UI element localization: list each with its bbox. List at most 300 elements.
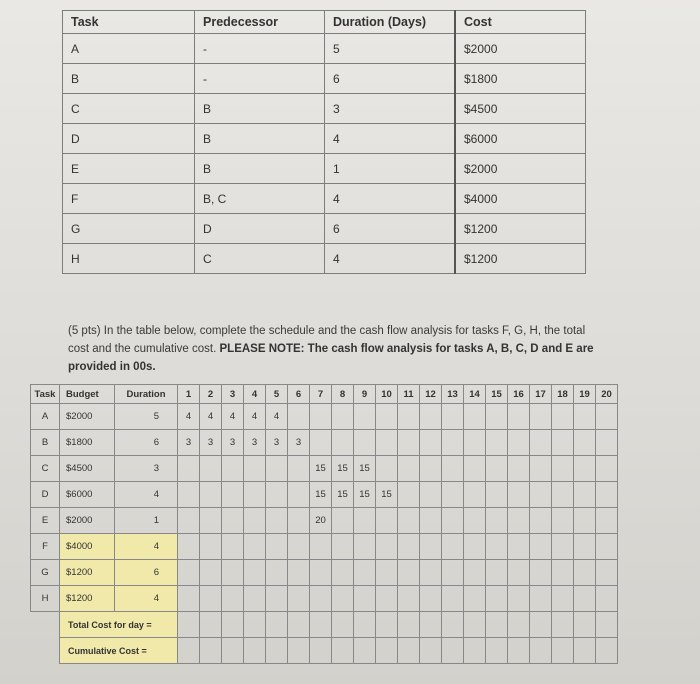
task-cell: A (63, 34, 195, 64)
task-info-row (63, 184, 586, 214)
day-cell[interactable] (398, 560, 420, 586)
schedule-header-task: Task (31, 385, 60, 404)
day-cell[interactable] (530, 560, 552, 586)
day-cell[interactable] (332, 638, 354, 664)
day-cell[interactable] (376, 586, 398, 612)
schedule-budget-cell: $1800 (60, 430, 115, 456)
day-cell[interactable] (398, 612, 420, 638)
day-cell[interactable] (266, 456, 288, 482)
day-cell[interactable] (266, 482, 288, 508)
task-info-row (63, 244, 586, 274)
day-cell[interactable] (508, 456, 530, 482)
day-cell[interactable] (486, 404, 508, 430)
day-cell[interactable] (266, 534, 288, 560)
day-cell[interactable] (354, 534, 376, 560)
schedule-duration-value: 4 (153, 541, 159, 552)
day-cell[interactable] (464, 534, 486, 560)
day-cell[interactable] (486, 586, 508, 612)
day-cell[interactable] (222, 456, 244, 482)
day-cell[interactable] (596, 456, 618, 482)
task-cell: F (63, 184, 195, 214)
day-cell[interactable] (354, 586, 376, 612)
day-cell[interactable] (552, 456, 574, 482)
day-cell[interactable] (464, 482, 486, 508)
day-cell[interactable]: 3 (288, 430, 310, 456)
day-cell[interactable] (332, 560, 354, 586)
day-cell[interactable] (574, 612, 596, 638)
day-cell[interactable] (398, 430, 420, 456)
day-cell[interactable] (354, 508, 376, 534)
day-cell[interactable] (596, 560, 618, 586)
schedule-header-budget: Budget (60, 385, 115, 404)
day-cell[interactable] (574, 430, 596, 456)
day-cell[interactable] (442, 560, 464, 586)
day-cell[interactable] (266, 638, 288, 664)
day-cell[interactable] (288, 456, 310, 482)
day-cell[interactable] (596, 638, 618, 664)
day-cell[interactable] (574, 482, 596, 508)
day-cell[interactable]: 15 (354, 456, 376, 482)
predecessor-cell: B (195, 124, 325, 154)
day-header-4: 4 (244, 385, 266, 404)
day-cell[interactable] (244, 638, 266, 664)
day-cell[interactable] (200, 586, 222, 612)
day-cell[interactable] (222, 508, 244, 534)
day-cell[interactable] (574, 508, 596, 534)
day-cell[interactable] (354, 612, 376, 638)
duration-cell: 4 (325, 124, 456, 154)
cost-cell: $2000 (455, 154, 586, 184)
predecessor-cell: - (195, 34, 325, 64)
day-cell[interactable] (244, 612, 266, 638)
cost-cell: $1200 (455, 214, 586, 244)
task-cell: E (63, 154, 195, 184)
day-cell[interactable] (508, 430, 530, 456)
day-cell[interactable] (200, 560, 222, 586)
day-cell[interactable] (222, 534, 244, 560)
day-cell[interactable]: 15 (310, 482, 332, 508)
task-info-row (63, 34, 586, 64)
duration-cell: 3 (325, 94, 456, 124)
schedule-budget-cell: $4000 (60, 534, 115, 560)
day-header-8: 8 (332, 385, 354, 404)
cost-cell: $2000 (455, 34, 586, 64)
schedule-duration-cell (115, 456, 178, 482)
header-duration: Duration (Days) (325, 11, 456, 34)
day-cell[interactable] (464, 560, 486, 586)
predecessor-cell: D (195, 214, 325, 244)
day-cell[interactable] (310, 638, 332, 664)
task-info-row (63, 214, 586, 244)
prompt-text: (5 pts) In the table below, complete the schedule and the cash flow analysis for tasks F, G, H, the total cost and the cumulative cost. (68, 325, 586, 355)
task-info-row (63, 154, 586, 184)
header-cost: Cost (455, 11, 586, 34)
day-cell[interactable] (288, 404, 310, 430)
day-cell[interactable] (530, 404, 552, 430)
cost-cell: $1200 (455, 244, 586, 274)
day-cell[interactable] (310, 404, 332, 430)
schedule-duration-cell (115, 560, 178, 586)
day-cell[interactable]: 4 (178, 404, 200, 430)
day-cell[interactable] (508, 534, 530, 560)
schedule-duration-value: 6 (153, 437, 159, 448)
day-cell[interactable] (464, 404, 486, 430)
day-cell[interactable] (376, 612, 398, 638)
day-cell[interactable] (288, 508, 310, 534)
day-cell[interactable] (420, 404, 442, 430)
task-cell: D (63, 124, 195, 154)
day-cell[interactable] (552, 534, 574, 560)
prompt-note: PLEASE NOTE: The cash flow analysis for tasks A, B, C, D and E are provided in 00s. (68, 343, 594, 373)
day-cell[interactable]: 3 (244, 430, 266, 456)
day-cell[interactable] (200, 534, 222, 560)
day-cell[interactable] (332, 404, 354, 430)
day-cell[interactable] (442, 508, 464, 534)
day-header-12: 12 (420, 385, 442, 404)
day-cell[interactable] (398, 586, 420, 612)
day-cell[interactable] (508, 482, 530, 508)
day-cell[interactable]: 20 (310, 508, 332, 534)
day-cell[interactable] (486, 456, 508, 482)
day-cell[interactable] (596, 482, 618, 508)
day-cell[interactable] (464, 586, 486, 612)
day-cell[interactable] (574, 534, 596, 560)
day-cell[interactable] (376, 430, 398, 456)
day-cell[interactable] (398, 638, 420, 664)
day-cell[interactable] (178, 560, 200, 586)
day-cell[interactable]: 3 (266, 430, 288, 456)
day-cell[interactable] (574, 560, 596, 586)
day-cell[interactable]: 3 (222, 430, 244, 456)
empty-cell (31, 612, 60, 638)
day-cell[interactable] (332, 508, 354, 534)
day-cell[interactable] (398, 534, 420, 560)
day-cell[interactable] (486, 612, 508, 638)
day-cell[interactable] (486, 560, 508, 586)
day-cell[interactable] (464, 456, 486, 482)
day-cell[interactable] (376, 560, 398, 586)
day-cell[interactable] (310, 586, 332, 612)
day-cell[interactable] (596, 430, 618, 456)
day-cell[interactable] (266, 508, 288, 534)
schedule-duration-cell (115, 508, 178, 534)
day-cell[interactable] (354, 560, 376, 586)
schedule-task-cell: F (31, 534, 60, 560)
schedule-row (31, 430, 618, 456)
day-cell[interactable] (596, 508, 618, 534)
cost-cell: $6000 (455, 124, 586, 154)
day-cell[interactable] (530, 508, 552, 534)
day-cell[interactable] (596, 586, 618, 612)
day-cell[interactable] (530, 482, 552, 508)
day-cell[interactable]: 15 (310, 456, 332, 482)
day-cell[interactable] (420, 456, 442, 482)
duration-cell: 6 (325, 64, 456, 94)
day-cell[interactable]: 15 (332, 482, 354, 508)
cash-flow-schedule-table (30, 384, 618, 664)
day-header-20: 20 (596, 385, 618, 404)
day-cell[interactable] (530, 612, 552, 638)
task-cell: B (63, 64, 195, 94)
task-info-header-row (63, 11, 586, 34)
day-cell[interactable] (508, 586, 530, 612)
day-cell[interactable] (266, 612, 288, 638)
day-cell[interactable] (486, 508, 508, 534)
day-cell[interactable] (596, 404, 618, 430)
day-cell[interactable] (508, 404, 530, 430)
day-cell[interactable] (200, 456, 222, 482)
day-cell[interactable]: 4 (200, 404, 222, 430)
day-cell[interactable] (420, 430, 442, 456)
schedule-duration-cell (115, 534, 178, 560)
day-cell[interactable] (552, 638, 574, 664)
day-cell[interactable] (244, 482, 266, 508)
day-cell[interactable] (486, 482, 508, 508)
day-cell[interactable] (376, 456, 398, 482)
day-cell[interactable] (420, 482, 442, 508)
day-cell[interactable] (552, 586, 574, 612)
day-cell[interactable] (222, 612, 244, 638)
day-cell[interactable]: 4 (222, 404, 244, 430)
day-cell[interactable] (420, 586, 442, 612)
total-cost-label: Total Cost for day = (60, 612, 178, 638)
day-cell[interactable] (178, 612, 200, 638)
day-cell[interactable] (552, 430, 574, 456)
schedule-row (31, 456, 618, 482)
schedule-duration-value: 4 (153, 489, 159, 500)
task-info-row (63, 124, 586, 154)
day-cell[interactable] (222, 638, 244, 664)
day-header-5: 5 (266, 385, 288, 404)
day-cell[interactable] (376, 534, 398, 560)
day-cell[interactable] (530, 534, 552, 560)
day-cell[interactable] (442, 534, 464, 560)
day-cell[interactable] (530, 456, 552, 482)
day-cell[interactable] (310, 534, 332, 560)
predecessor-cell: - (195, 64, 325, 94)
header-predecessor: Predecessor (195, 11, 325, 34)
day-cell[interactable] (442, 482, 464, 508)
day-cell[interactable] (552, 560, 574, 586)
day-cell[interactable] (596, 534, 618, 560)
cumulative-cost-row (31, 638, 618, 664)
day-cell[interactable] (486, 534, 508, 560)
day-cell[interactable] (442, 612, 464, 638)
day-cell[interactable] (354, 638, 376, 664)
day-cell[interactable] (508, 638, 530, 664)
day-header-14: 14 (464, 385, 486, 404)
day-header-13: 13 (442, 385, 464, 404)
schedule-budget-cell: $2000 (60, 404, 115, 430)
day-cell[interactable] (420, 560, 442, 586)
day-header-9: 9 (354, 385, 376, 404)
day-cell[interactable] (442, 456, 464, 482)
day-cell[interactable] (420, 534, 442, 560)
day-cell[interactable] (332, 430, 354, 456)
empty-cell (31, 638, 60, 664)
day-cell[interactable] (332, 612, 354, 638)
day-header-6: 6 (288, 385, 310, 404)
day-cell[interactable] (574, 586, 596, 612)
day-cell[interactable] (574, 456, 596, 482)
day-cell[interactable] (530, 638, 552, 664)
day-cell[interactable] (288, 534, 310, 560)
schedule-row (31, 560, 618, 586)
day-cell[interactable] (530, 586, 552, 612)
day-header-7: 7 (310, 385, 332, 404)
day-cell[interactable] (200, 612, 222, 638)
day-cell[interactable] (574, 638, 596, 664)
day-cell[interactable] (508, 508, 530, 534)
task-cell: C (63, 94, 195, 124)
day-cell[interactable]: 3 (200, 430, 222, 456)
predecessor-cell: C (195, 244, 325, 274)
day-cell[interactable] (222, 482, 244, 508)
day-cell[interactable] (464, 430, 486, 456)
day-cell[interactable] (486, 638, 508, 664)
schedule-duration-value: 1 (153, 515, 159, 526)
day-cell[interactable] (266, 586, 288, 612)
cost-cell: $1800 (455, 64, 586, 94)
schedule-duration-cell (115, 404, 178, 430)
day-cell[interactable] (200, 482, 222, 508)
day-cell[interactable] (552, 482, 574, 508)
day-cell[interactable] (464, 638, 486, 664)
day-cell[interactable] (398, 508, 420, 534)
day-cell[interactable] (442, 430, 464, 456)
day-cell[interactable] (244, 560, 266, 586)
day-cell[interactable] (552, 404, 574, 430)
schedule-task-cell: B (31, 430, 60, 456)
day-cell[interactable] (178, 586, 200, 612)
schedule-duration-cell (115, 482, 178, 508)
schedule-budget-cell: $1200 (60, 586, 115, 612)
duration-cell: 6 (325, 214, 456, 244)
schedule-duration-value: 6 (153, 567, 159, 578)
schedule-duration-cell (115, 430, 178, 456)
day-cell[interactable] (222, 560, 244, 586)
day-cell[interactable] (486, 430, 508, 456)
day-cell[interactable] (354, 430, 376, 456)
schedule-duration-value: 3 (153, 463, 159, 474)
schedule-task-cell: G (31, 560, 60, 586)
day-header-3: 3 (222, 385, 244, 404)
schedule-row (31, 404, 618, 430)
day-cell[interactable] (420, 612, 442, 638)
schedule-task-cell: C (31, 456, 60, 482)
day-cell[interactable] (288, 586, 310, 612)
task-info-row (63, 64, 586, 94)
schedule-row (31, 482, 618, 508)
day-cell[interactable] (442, 404, 464, 430)
day-cell[interactable]: 4 (266, 404, 288, 430)
day-cell[interactable] (244, 534, 266, 560)
day-cell[interactable] (288, 638, 310, 664)
day-cell[interactable] (442, 586, 464, 612)
day-cell[interactable] (178, 456, 200, 482)
day-cell[interactable]: 15 (332, 456, 354, 482)
schedule-task-cell: D (31, 482, 60, 508)
day-cell[interactable] (376, 638, 398, 664)
day-cell[interactable] (420, 508, 442, 534)
schedule-header-row (31, 385, 618, 404)
day-cell[interactable] (464, 612, 486, 638)
schedule-row (31, 508, 618, 534)
day-cell[interactable] (574, 404, 596, 430)
task-cell: G (63, 214, 195, 244)
day-cell[interactable] (310, 560, 332, 586)
day-cell[interactable] (596, 612, 618, 638)
day-cell[interactable] (398, 404, 420, 430)
day-cell[interactable] (310, 612, 332, 638)
day-cell[interactable] (376, 404, 398, 430)
day-cell[interactable] (398, 456, 420, 482)
day-cell[interactable] (508, 612, 530, 638)
day-cell[interactable] (178, 638, 200, 664)
day-cell[interactable] (376, 508, 398, 534)
day-cell[interactable]: 4 (244, 404, 266, 430)
day-header-10: 10 (376, 385, 398, 404)
predecessor-cell: B (195, 154, 325, 184)
schedule-budget-cell: $6000 (60, 482, 115, 508)
day-cell[interactable]: 15 (376, 482, 398, 508)
day-cell[interactable] (552, 612, 574, 638)
day-cell[interactable] (310, 430, 332, 456)
day-cell[interactable] (288, 612, 310, 638)
day-cell[interactable] (266, 560, 288, 586)
day-header-19: 19 (574, 385, 596, 404)
day-cell[interactable] (530, 430, 552, 456)
schedule-row (31, 586, 618, 612)
day-cell[interactable] (508, 560, 530, 586)
day-cell[interactable] (244, 456, 266, 482)
predecessor-cell: B, C (195, 184, 325, 214)
day-cell[interactable] (178, 534, 200, 560)
day-cell[interactable] (288, 482, 310, 508)
day-cell[interactable] (222, 586, 244, 612)
duration-cell: 5 (325, 34, 456, 64)
predecessor-cell: B (195, 94, 325, 124)
schedule-task-cell: A (31, 404, 60, 430)
schedule-header-duration: Duration (115, 385, 178, 404)
day-cell[interactable] (288, 560, 310, 586)
task-info-table (62, 10, 586, 274)
day-cell[interactable] (464, 508, 486, 534)
day-cell[interactable] (552, 508, 574, 534)
day-cell[interactable] (420, 638, 442, 664)
day-cell[interactable]: 3 (178, 430, 200, 456)
day-cell[interactable]: 15 (354, 482, 376, 508)
day-cell[interactable] (178, 508, 200, 534)
day-cell[interactable] (332, 534, 354, 560)
day-cell[interactable] (398, 482, 420, 508)
schedule-duration-value: 4 (153, 593, 159, 604)
duration-cell: 4 (325, 244, 456, 274)
day-cell[interactable] (200, 638, 222, 664)
day-cell[interactable] (200, 508, 222, 534)
day-cell[interactable] (178, 482, 200, 508)
schedule-duration-cell (115, 586, 178, 612)
day-cell[interactable] (442, 638, 464, 664)
schedule-task-cell: E (31, 508, 60, 534)
day-cell[interactable] (354, 404, 376, 430)
cumulative-cost-label: Cumulative Cost = (60, 638, 178, 664)
header-task: Task (63, 11, 195, 34)
day-cell[interactable] (244, 508, 266, 534)
day-cell[interactable] (244, 586, 266, 612)
day-cell[interactable] (332, 586, 354, 612)
duration-cell: 4 (325, 184, 456, 214)
